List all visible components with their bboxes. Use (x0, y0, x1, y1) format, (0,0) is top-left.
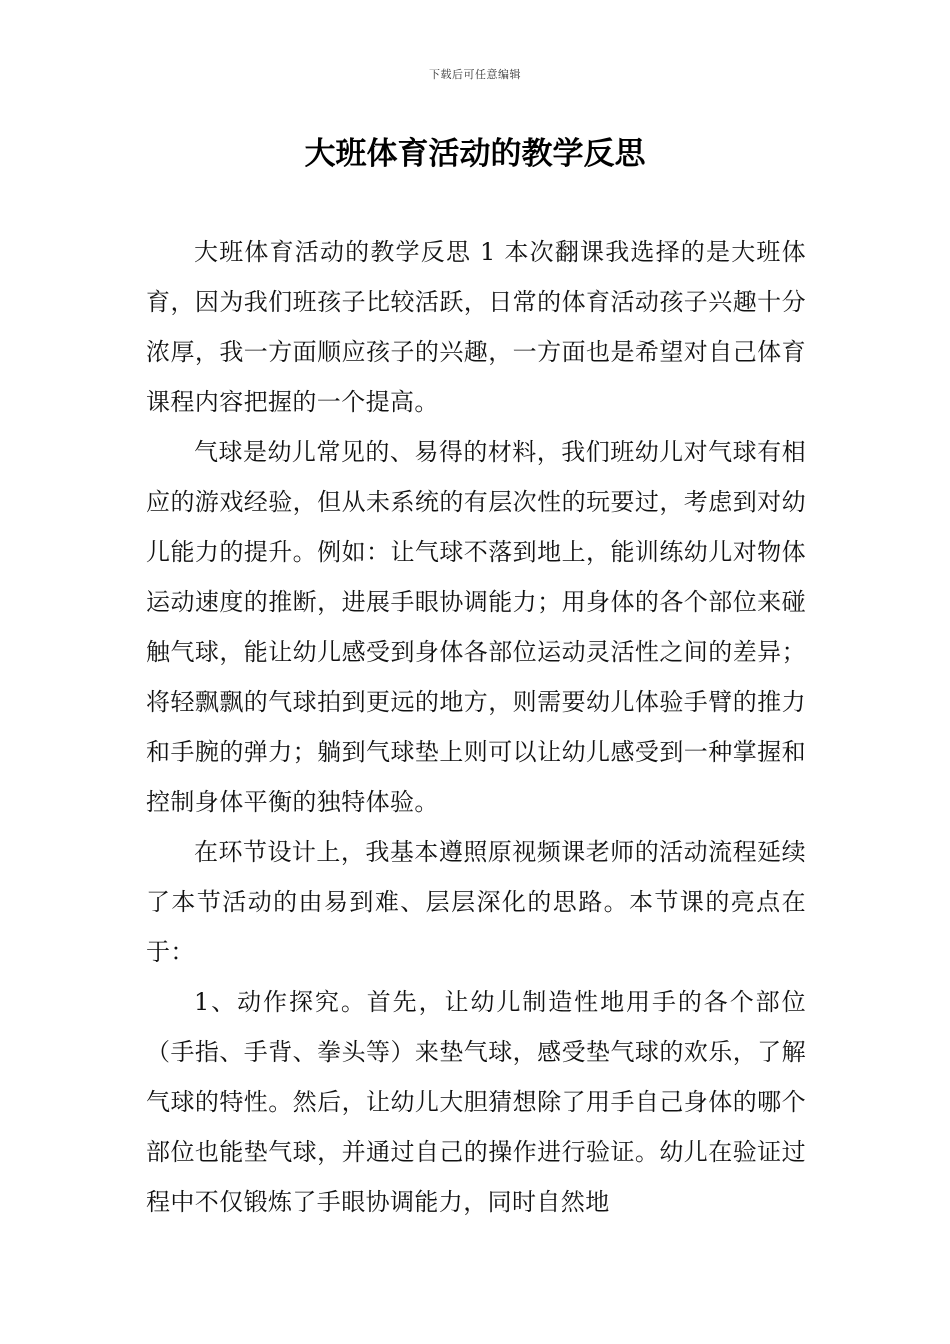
paragraph-2: 气球是幼儿常见的、易得的材料，我们班幼儿对气球有相应的游戏经验，但从未系统的有层次性的玩要过，考虑到对幼儿能力的提升。例如：让气球不落到地上，能训练幼儿对物体运动速度的推断，进展手眼协调能力；用身体的各个部位来碰触气球，能让幼儿感受到身体各部位运动灵活性之间的差异；将轻飘飘的气球拍到更远的地方，则需要幼儿体验手臂的推力和手腕的弹力；躺到气球垫上则可以让幼儿感受到一种掌握和控制身体平衡的独特体验。 (146, 438, 806, 816)
header-note: 下载后可任意编辑 (429, 68, 521, 81)
paragraph-1: 大班体育活动的教学反思 1 本次翻课我选择的是大班体育，因为我们班孩子比较活跃，日常的体育活动孩子兴趣十分浓厚，我一方面顺应孩子的兴趣，一方面也是希望对自己体育课程内容把握的一个提高。 (146, 238, 806, 416)
document-body (146, 227, 806, 1227)
document-title: 大班体育活动的教学反思 (304, 136, 646, 172)
paragraph-3: 在环节设计上，我基本遵照原视频课老师的活动流程延续了本节活动的由易到难、层层深化的思路。本节课的亮点在于： (146, 838, 806, 966)
paragraph-4: 1、动作探究。首先，让幼儿制造性地用手的各个部位（手指、手背、拳头等）来垫气球，感受垫气球的欢乐，了解气球的特性。然后，让幼儿大胆猜想除了用手自己身体的哪个部位也能垫气球，并通过自己的操作进行验证。幼儿在验证过程中不仅锻炼了手眼协调能力，同时自然地 (146, 988, 806, 1216)
